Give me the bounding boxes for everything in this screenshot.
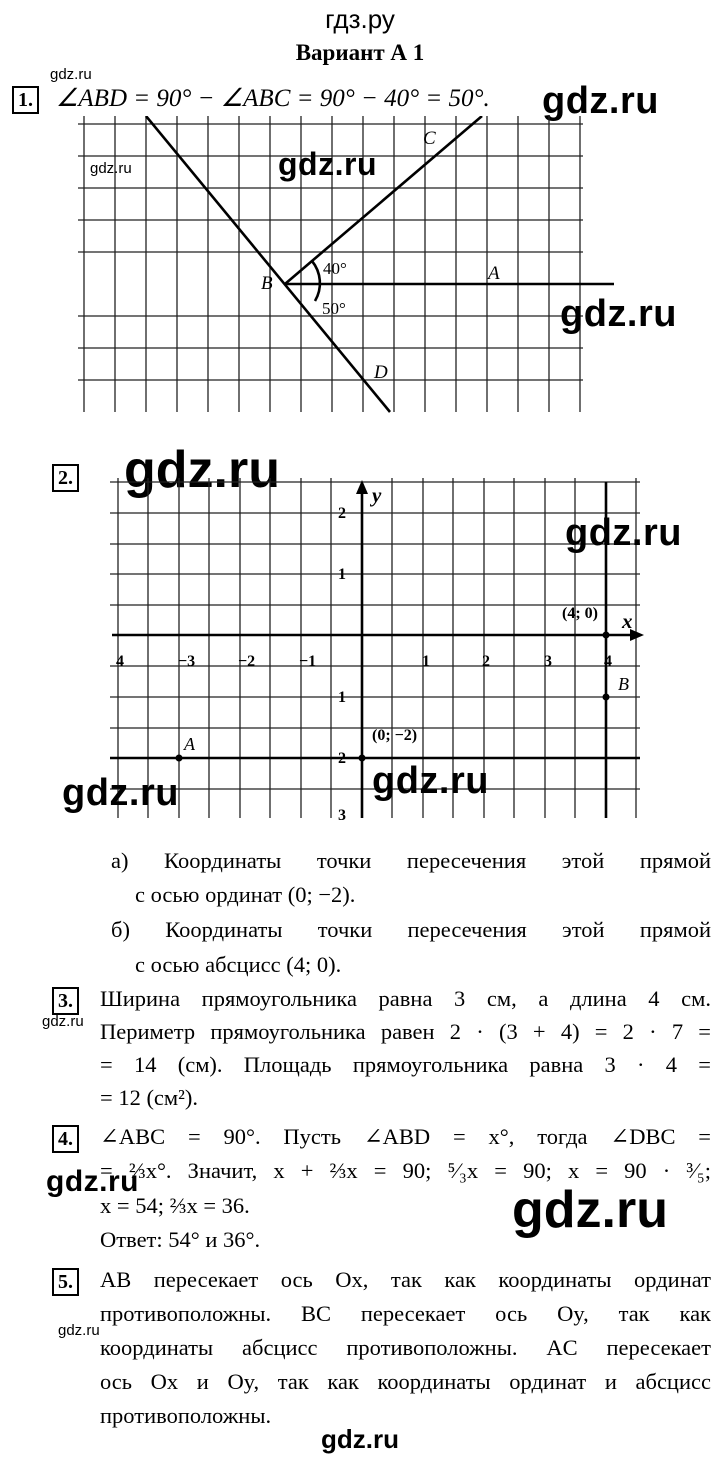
watermark: gdz.ru bbox=[512, 1181, 668, 1239]
x-tick: 4 bbox=[116, 653, 124, 670]
point-x-intercept bbox=[603, 632, 610, 639]
point-y-intercept bbox=[359, 755, 366, 762]
label-b: B bbox=[261, 273, 273, 294]
x-tick: 1 bbox=[422, 653, 430, 670]
task4-line2: = ⅔x°. Значит, x + ⅔x = 90; ⁵⁄₃x = 90; x = 90 · ³⁄₅; bbox=[100, 1158, 711, 1183]
task4-number: 4. bbox=[52, 1125, 79, 1153]
task2-answer-a-line2: с осью ординат (0; −2). bbox=[135, 882, 356, 907]
x-tick: 4 bbox=[604, 653, 612, 670]
watermark: gdz.ru bbox=[124, 441, 280, 499]
y-tick: 1 bbox=[338, 689, 346, 706]
watermark: gdz.ru bbox=[90, 160, 132, 177]
y-intercept-label: (0; −2) bbox=[372, 727, 418, 744]
task4-line3: x = 54; ⅔x = 36. bbox=[100, 1193, 250, 1218]
point-b-label: B bbox=[618, 674, 629, 694]
task2-answer-b-line1: б) Координаты точки пересечения этой прямой bbox=[111, 917, 711, 942]
task5-line3: координаты абсцисс противоположны. AC пересекает bbox=[100, 1335, 711, 1360]
x-axis-label: x bbox=[622, 609, 633, 633]
watermark: gdz.ru bbox=[42, 1013, 84, 1030]
y-tick: 2 bbox=[338, 750, 346, 767]
label-c: C bbox=[423, 128, 436, 149]
task5-number: 5. bbox=[52, 1268, 79, 1296]
task3-number: 3. bbox=[52, 987, 79, 1015]
task3-line1: Ширина прямоугольника равна 3 см, а длина 4 см. bbox=[100, 986, 711, 1011]
x-tick: −2 bbox=[238, 653, 256, 670]
task2-number: 2. bbox=[52, 464, 79, 492]
angle-40-label: 40° bbox=[323, 259, 347, 278]
watermark: gdz.ru bbox=[372, 760, 489, 802]
footer-watermark: gdz.ru bbox=[321, 1424, 399, 1454]
x-tick: −3 bbox=[178, 653, 196, 670]
angle-50-label: 50° bbox=[322, 299, 346, 318]
point-b bbox=[603, 694, 610, 701]
task5-line2: противоположны. BC пересекает ось Oy, так как bbox=[100, 1301, 711, 1326]
task4-line1: ∠ABC = 90°. Пусть ∠ABD = x°, тогда ∠DBC = bbox=[100, 1124, 711, 1149]
watermark: gdz.ru bbox=[560, 293, 677, 335]
task4-line4: Ответ: 54° и 36°. bbox=[100, 1227, 261, 1252]
y-tick: 1 bbox=[338, 566, 346, 583]
watermark: gdz.ru bbox=[278, 146, 377, 182]
label-a: A bbox=[488, 263, 500, 284]
y-tick: 2 bbox=[338, 505, 346, 522]
task5-line4: ось Ox и Oy, так как координаты ординат и абсцисс bbox=[100, 1369, 711, 1394]
variant-title: Вариант А 1 bbox=[295, 40, 425, 65]
site-header: гдз.ру bbox=[325, 4, 395, 34]
watermark: gdz.ru bbox=[62, 772, 179, 814]
point-a-label: A bbox=[184, 734, 195, 754]
task2-answer-a-line1: а) Координаты точки пересечения этой прямой bbox=[111, 848, 711, 873]
watermark: gdz.ru bbox=[46, 1165, 139, 1198]
task5-line5: противоположны. bbox=[100, 1403, 272, 1428]
label-d: D bbox=[374, 362, 388, 383]
y-tick: 3 bbox=[338, 807, 346, 820]
task1-equation: ∠ABD = 90° − ∠ABC = 90° − 40° = 50°. bbox=[56, 85, 490, 112]
watermark: gdz.ru bbox=[542, 80, 659, 122]
x-tick: 2 bbox=[482, 653, 490, 670]
point-a bbox=[176, 755, 183, 762]
task1-number: 1. bbox=[12, 86, 39, 114]
ray-bc bbox=[285, 116, 482, 284]
x-intercept-label: (4; 0) bbox=[562, 605, 598, 622]
task2-answer-b-line2: с осью абсцисс (4; 0). bbox=[135, 952, 342, 977]
task3-line2: Периметр прямоугольника равен 2 · (3 + 4) = 2 · 7 = bbox=[100, 1019, 711, 1044]
task3-line4: = 12 (см²). bbox=[100, 1085, 199, 1110]
task5-line1: AB пересекает ось Ox, так как координаты ординат bbox=[100, 1267, 711, 1292]
y-axis-label: y bbox=[372, 483, 382, 507]
watermark: gdz.ru bbox=[50, 66, 92, 83]
x-tick: −1 bbox=[299, 653, 317, 670]
watermark: gdz.ru bbox=[58, 1322, 100, 1339]
task3-line3: = 14 (см). Площадь прямоугольника равна 3 · 4 = bbox=[100, 1052, 711, 1077]
angle-arc bbox=[312, 261, 320, 301]
x-tick: 3 bbox=[544, 653, 552, 670]
watermark: gdz.ru bbox=[565, 512, 682, 554]
